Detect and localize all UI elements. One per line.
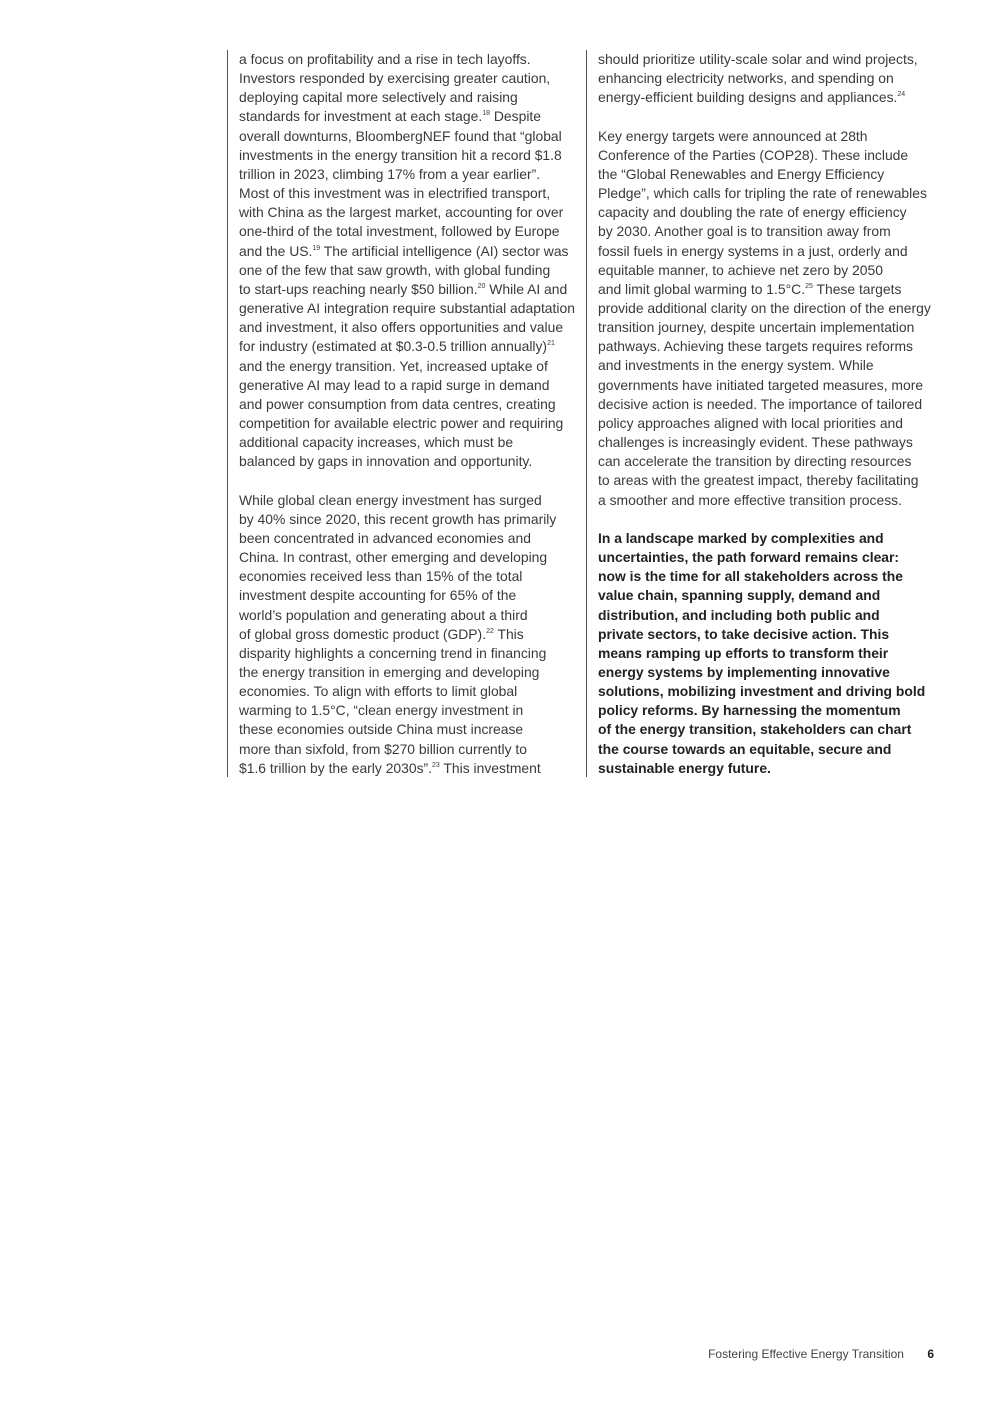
text-run: enhancing electricity networks, and spending on	[598, 70, 894, 87]
text-run: uncertainties, the path forward remains clear:	[598, 549, 900, 566]
text-line	[598, 261, 938, 280]
footnote-ref: 21	[547, 340, 555, 348]
text-run: should prioritize utility-scale solar and wind projects,	[598, 51, 918, 67]
text-line	[598, 69, 938, 88]
paragraph	[598, 127, 938, 510]
text-line	[598, 529, 938, 548]
text-line	[239, 280, 577, 299]
text-line	[239, 107, 577, 126]
text-run: distribution, and including both public and	[598, 606, 880, 623]
text-run: Investors responded by exercising greater caution,	[239, 70, 551, 87]
footnote-ref: 22	[486, 627, 494, 635]
right-text-column	[586, 50, 938, 777]
text-run: economies. To align with efforts to limit global	[239, 683, 518, 700]
text-run: governments have initiated targeted measures, more	[598, 376, 924, 393]
text-run: These targets	[812, 280, 902, 297]
text-line	[239, 318, 577, 337]
text-run: means ramping up efforts to transform their	[598, 644, 889, 661]
text-run: disparity highlights a concerning trend in financing	[239, 644, 547, 661]
text-line	[239, 69, 577, 88]
paragraph	[598, 529, 938, 778]
footnote-ref: 20	[477, 282, 486, 290]
text-run: generative AI may lead to a rapid surge in demand	[239, 376, 550, 393]
text-run: and the US.	[239, 242, 313, 259]
text-line	[239, 644, 577, 663]
text-line	[598, 433, 938, 452]
text-run: one-third of the total investment, followed by Europe	[239, 223, 560, 240]
text-line	[239, 452, 577, 471]
text-run: policy reforms. By harnessing the momentum	[598, 702, 901, 719]
text-line	[598, 146, 938, 165]
text-run: Conference of the Parties (COP28). These include	[598, 146, 909, 163]
text-line	[598, 203, 938, 222]
text-run: solutions, mobilizing investment and driving bold	[598, 683, 926, 700]
page-number: 6	[927, 1347, 934, 1361]
text-line	[239, 203, 577, 222]
text-line	[598, 337, 938, 356]
text-run: a smoother and more effective transition process.	[598, 491, 902, 508]
page-footer	[708, 1347, 934, 1361]
text-run: While global clean energy investment has surged	[239, 491, 542, 508]
text-run: overall downturns, BloombergNEF found that “global	[239, 127, 562, 144]
text-run: trillion in 2023, climbing 17% from a year earlier”.	[239, 165, 541, 182]
text-line	[239, 586, 577, 605]
text-run: the course towards an equitable, secure and	[598, 740, 892, 757]
text-line	[239, 720, 577, 739]
text-line	[598, 395, 938, 414]
text-line	[598, 682, 938, 701]
text-run: energy systems by implementing innovative	[598, 663, 890, 680]
text-run: China. In contrast, other emerging and developing	[239, 549, 548, 566]
text-line	[598, 491, 938, 510]
text-line	[239, 165, 577, 184]
text-line	[239, 376, 577, 395]
text-run: Key energy targets were announced at 28th	[598, 127, 868, 144]
text-run: the energy transition in emerging and developing	[239, 663, 540, 680]
text-line	[598, 242, 938, 261]
text-run: can accelerate the transition by directing resources	[598, 453, 912, 470]
text-run: This	[493, 625, 524, 642]
text-line	[239, 740, 577, 759]
text-line	[598, 184, 938, 203]
text-run: sustainable energy future.	[598, 759, 771, 776]
text-line	[239, 146, 577, 165]
text-line	[598, 376, 938, 395]
text-line	[239, 491, 577, 510]
text-line	[239, 357, 577, 376]
text-line	[239, 433, 577, 452]
text-line	[598, 299, 938, 318]
text-line	[598, 471, 938, 490]
text-run: world’s population and generating about a third	[239, 606, 528, 623]
text-line	[598, 625, 938, 644]
text-run: by 2030. Another goal is to transition away from	[598, 223, 891, 240]
text-run: capacity and doubling the rate of energy efficiency	[598, 204, 907, 221]
text-line	[598, 88, 938, 107]
footer-title: Fostering Effective Energy Transition	[708, 1347, 904, 1361]
text-run: by 40% since 2020, this recent growth has primarily	[239, 510, 557, 527]
text-line	[598, 280, 938, 299]
text-run: This investment	[439, 759, 541, 776]
text-line	[239, 127, 577, 146]
left-text-column	[227, 50, 577, 777]
text-run: fossil fuels in energy systems in a just, orderly and	[598, 242, 908, 259]
text-run: challenges is increasingly evident. These pathways	[598, 434, 913, 451]
text-run: deploying capital more selectively and raising	[239, 89, 518, 106]
text-line	[239, 567, 577, 586]
text-run: equitable manner, to achieve net zero by 2050	[598, 261, 883, 278]
text-line	[239, 261, 577, 280]
text-line	[239, 222, 577, 241]
text-run: to areas with the greatest impact, thereby facilitating	[598, 472, 919, 489]
text-line	[598, 222, 938, 241]
text-run: warming to 1.5°C, “clean energy investment in	[239, 702, 524, 719]
text-line	[598, 356, 938, 375]
text-line	[239, 606, 577, 625]
text-line	[239, 50, 577, 69]
text-line	[598, 586, 938, 605]
text-run: a focus on profitability and a rise in tech layoffs.	[239, 51, 531, 67]
text-run: Despite	[490, 108, 541, 125]
text-run: generative AI integration require substantial adaptation	[239, 300, 575, 317]
text-line	[239, 88, 577, 107]
text-line	[598, 644, 938, 663]
text-run: these economies outside China must increase	[239, 721, 524, 738]
text-line	[598, 414, 938, 433]
text-run: pathways. Achieving these targets requires reforms	[598, 338, 914, 355]
text-run: one of the few that saw growth, with global funding	[239, 261, 551, 278]
text-run: private sectors, to take decisive action. This	[598, 625, 890, 642]
text-run: standards for investment at each stage.	[239, 108, 483, 125]
text-run: for industry (estimated at $0.3-0.5 trillion annually)	[239, 338, 548, 355]
text-line	[239, 548, 577, 567]
text-line	[239, 337, 577, 356]
text-line	[598, 165, 938, 184]
text-run: the “Global Renewables and Energy Efficiency	[598, 165, 885, 182]
text-run: and investment, it also offers opportunities and value	[239, 319, 564, 336]
text-run: with China as the largest market, accounting for over	[239, 204, 564, 221]
text-line	[598, 701, 938, 720]
text-line	[239, 414, 577, 433]
paragraph	[598, 50, 938, 107]
text-line	[598, 663, 938, 682]
text-line	[239, 663, 577, 682]
text-run: energy-efficient building designs and appliances.	[598, 89, 898, 106]
text-run: and the energy transition. Yet, increased uptake of	[239, 357, 548, 374]
footnote-ref: 24	[897, 91, 906, 99]
text-run: provide additional clarity on the direction of the energy	[598, 300, 931, 317]
text-run: balanced by gaps in innovation and opportunity.	[239, 453, 533, 470]
text-run: to start-ups reaching nearly $50 billion.	[239, 280, 478, 297]
text-line	[239, 701, 577, 720]
footnote-ref: 19	[312, 244, 321, 252]
text-run: now is the time for all stakeholders across the	[598, 568, 903, 585]
text-run: of the energy transition, stakeholders can chart	[598, 721, 912, 738]
text-run: and investments in the energy system. While	[598, 357, 874, 374]
text-run: additional capacity increases, which must be	[239, 434, 514, 451]
text-run: been concentrated in advanced economies and	[239, 529, 531, 546]
text-run: value chain, spanning supply, demand and	[598, 587, 881, 604]
text-line	[239, 395, 577, 414]
text-run: and limit global warming to 1.5°C.	[598, 280, 806, 297]
text-run: In a landscape marked by complexities and	[598, 529, 884, 546]
text-run: transition journey, despite uncertain implementation	[598, 319, 915, 336]
text-run: policy approaches aligned with local priorities and	[598, 414, 903, 431]
text-line	[598, 50, 938, 69]
text-line	[598, 740, 938, 759]
text-line	[239, 242, 577, 261]
text-run: investment despite accounting for 65% of the	[239, 587, 517, 604]
text-line	[598, 452, 938, 471]
text-line	[239, 299, 577, 318]
text-run: While AI and	[485, 280, 568, 297]
text-line	[598, 606, 938, 625]
footnote-ref: 18	[482, 110, 491, 118]
text-line	[598, 567, 938, 586]
text-line	[598, 127, 938, 146]
text-run: and power consumption from data centres, creating	[239, 395, 556, 412]
text-line	[239, 625, 577, 644]
text-line	[598, 720, 938, 739]
text-run: of global gross domestic product (GDP).	[239, 625, 487, 642]
text-line	[598, 548, 938, 567]
text-line	[239, 759, 577, 778]
text-line	[239, 510, 577, 529]
footnote-ref: 23	[432, 761, 440, 769]
text-run: investments in the energy transition hit a record $1.8	[239, 146, 562, 163]
text-line	[239, 529, 577, 548]
paragraph	[239, 491, 577, 778]
text-line	[239, 682, 577, 701]
text-run: $1.6 trillion by the early 2030s”.	[239, 759, 433, 776]
text-run: competition for available electric power and requiring	[239, 414, 564, 431]
text-line	[598, 318, 938, 337]
text-run: Pledge”, which calls for tripling the rate of renewables	[598, 185, 927, 202]
text-run: Most of this investment was in electrified transport,	[239, 185, 551, 202]
text-line	[239, 184, 577, 203]
text-run: decisive action is needed. The importance of tailored	[598, 395, 923, 412]
text-run: economies received less than 15% of the total	[239, 568, 523, 585]
footnote-ref: 25	[805, 282, 813, 290]
text-line	[598, 759, 938, 778]
text-run: The artificial intelligence (AI) sector was	[320, 242, 569, 259]
paragraph	[239, 50, 577, 471]
text-run: more than sixfold, from $270 billion currently to	[239, 740, 527, 757]
